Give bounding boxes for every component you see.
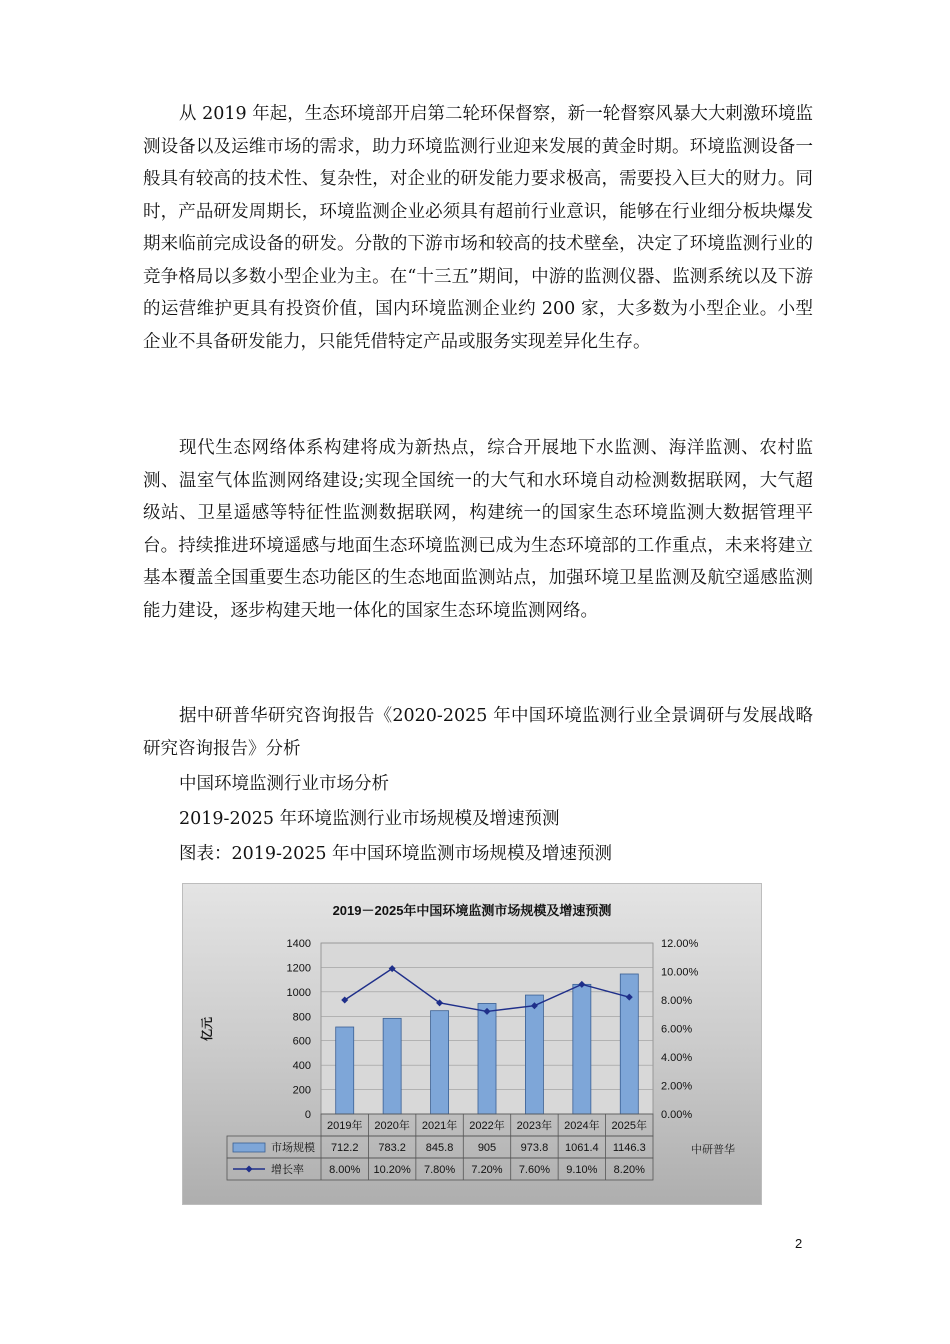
data-label: 8.00%	[329, 1164, 361, 1176]
y-tick-label: 600	[292, 1035, 311, 1048]
y-tick-label: 0	[304, 1109, 311, 1121]
legend-label: 市场规模	[271, 1142, 315, 1154]
page-number: 2	[795, 1236, 803, 1251]
bar	[431, 1011, 449, 1114]
x-tick-label: 2019年	[326, 1120, 363, 1132]
x-tick-label: 2024年	[564, 1120, 600, 1132]
y-tick-label: 1200	[286, 962, 311, 975]
paragraph-2: 现代生态网络体系构建将成为新热点，综合开展地下水监测、海洋监测、农村监测、温室气体监测网络建设;实现全国统一的大气和水环境自动检测数据联网，大气超级站、卫星遥感等特征性监测数据联网，构建统一的国家生态环境监测大数据管理平台。持续推进环境遥感与地面生态环境监测已成为生态环境部的工作重点，未来将建立基本覆盖全国重要生态功能区的生态地面监测站点，加强环境卫星监测及航空遥感监测能力建设，逐步构建天地一体化的国家生态环境监测网络。	[143, 438, 813, 621]
chart-canvas	[183, 884, 761, 1204]
y2-tick-label: 12.00%	[661, 938, 699, 950]
legend-marker	[246, 1166, 253, 1173]
chart-figure	[182, 883, 762, 1205]
y2-tick-label: 10.00%	[661, 966, 699, 979]
bar	[383, 1018, 401, 1114]
data-label: 7.80%	[423, 1164, 456, 1176]
bar	[336, 1027, 354, 1114]
bar	[573, 984, 591, 1114]
legend-label: 增长率	[271, 1164, 304, 1176]
y2-tick-label: 8.00%	[661, 995, 693, 1007]
chart-source: 中研普华	[691, 1144, 735, 1156]
data-label: 905	[477, 1142, 497, 1154]
y-tick-label: 1400	[286, 938, 311, 950]
data-label: 973.8	[520, 1142, 549, 1154]
y-tick-label: 400	[292, 1060, 311, 1073]
bar	[478, 1003, 496, 1114]
x-tick-label: 2022年	[469, 1120, 505, 1132]
data-label: 9.10%	[566, 1164, 598, 1176]
data-label: 1061.4	[565, 1142, 599, 1154]
x-tick-label: 2020年	[374, 1120, 410, 1132]
data-label: 712.2	[330, 1142, 359, 1154]
y2-tick-label: 4.00%	[661, 1052, 693, 1064]
section-heading: 中国环境监测行业市场分析	[179, 774, 389, 794]
y2-tick-label: 0.00%	[661, 1109, 693, 1121]
data-label: 7.60%	[518, 1164, 551, 1176]
sub-heading: 2019-2025 年环境监测行业市场规模及增速预测	[179, 809, 560, 829]
data-label: 8.20%	[613, 1164, 645, 1176]
chart-title: 2019－2025年中国环境监测市场规模及增速预测	[332, 903, 612, 918]
data-label: 783.2	[378, 1142, 406, 1154]
bar	[525, 995, 543, 1114]
data-label: 10.20%	[373, 1164, 411, 1176]
y2-tick-label: 2.00%	[661, 1080, 693, 1093]
x-tick-label: 2025年	[611, 1120, 648, 1132]
legend-swatch-bar	[233, 1143, 265, 1152]
y2-tick-label: 6.00%	[661, 1023, 693, 1036]
y-tick-label: 200	[292, 1084, 311, 1097]
y-tick-label: 1000	[286, 986, 311, 999]
data-label: 845.8	[425, 1142, 454, 1154]
x-tick-label: 2023年	[516, 1120, 553, 1132]
paragraph-3: 据中研普华研究咨询报告《2020-2025 年中国环境监测行业全景调研与发展战略研究咨询报告》分析	[143, 706, 813, 759]
data-label: 1146.3	[612, 1142, 646, 1154]
y-tick-label: 800	[292, 1011, 311, 1024]
y-axis-label: 亿元	[200, 1016, 214, 1042]
data-label: 7.20%	[471, 1164, 503, 1176]
figure-caption: 图表：2019-2025 年中国环境监测市场规模及增速预测	[179, 844, 613, 864]
paragraph-1: 从 2019 年起，生态环境部开启第二轮环保督察，新一轮督察风暴大大刺激环境监测设备以及运维市场的需求，助力环境监测行业迎来发展的黄金时期。环境监测设备一般具有较高的技术性、复杂性，对企业的研发能力要求极高，需要投入巨大的财力。同时，产品研发周期长，环境监测企业必须具有超前行业意识，能够在行业细分板块爆发期来临前完成设备的研发。分散的下游市场和较高的技术壁垒，决定了环境监测行业的竞争格局以多数小型企业为主。在“十三五”期间，中游的监测仪器、监测系统以及下游的运营维护更具有投资价值，国内环境监测企业约 200 家，大多数为小型企业。小型企业不具备研发能力，只能凭借特定产品或服务实现差异化生存。	[143, 104, 813, 352]
x-tick-label: 2021年	[421, 1120, 458, 1132]
